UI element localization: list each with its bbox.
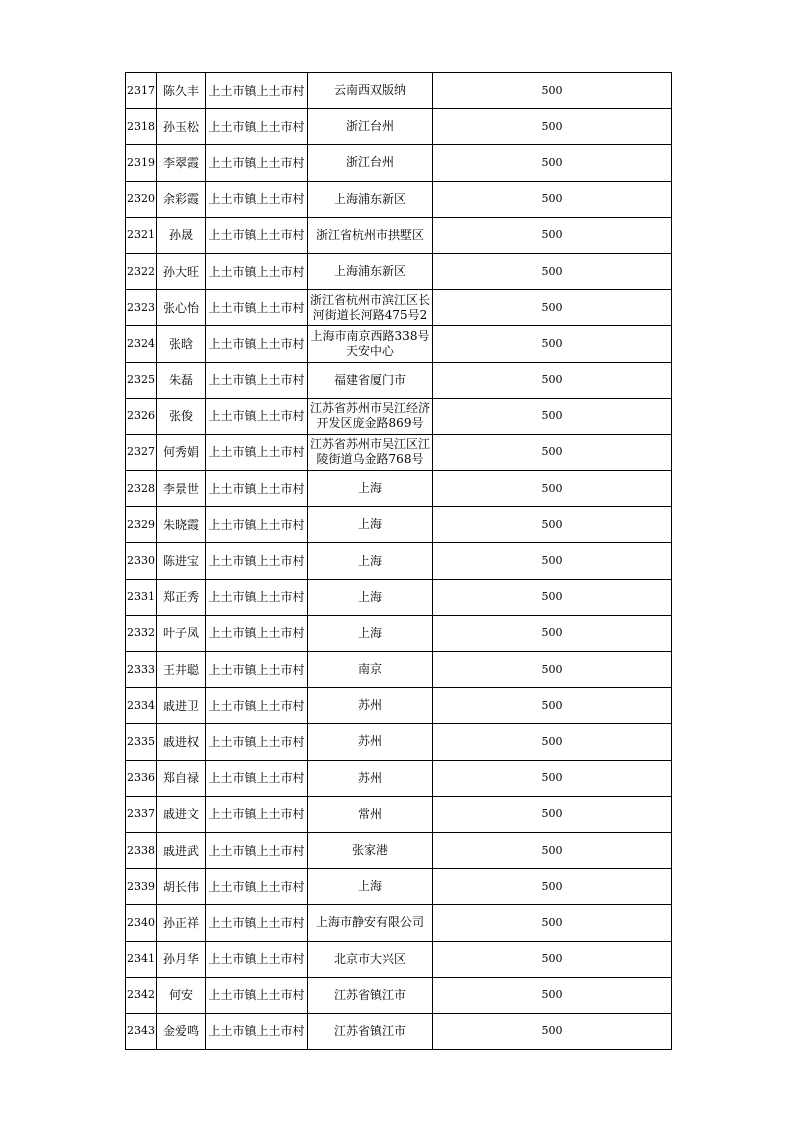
work-address-text: 浙江省杭州市拱墅区 — [315, 227, 424, 242]
subsidy-amount: 500 — [433, 832, 672, 868]
table-row — [126, 796, 672, 832]
village-name: 上土市镇上土市村 — [206, 290, 308, 326]
work-address-text: 江苏省苏州市吴江经济开发区庞金路869号 — [309, 401, 430, 431]
row-number: 2339 — [126, 869, 157, 905]
work-address — [308, 832, 433, 868]
table-row — [126, 434, 672, 470]
person-name: 何秀娟 — [157, 434, 206, 470]
work-address-text: 上海市南京西路338号天安中心 — [310, 328, 430, 358]
work-address — [308, 688, 433, 724]
table-row — [126, 1013, 672, 1049]
row-number: 2322 — [126, 253, 157, 289]
work-address-text: 苏州 — [357, 698, 382, 713]
work-address — [308, 326, 433, 362]
village-name: 上土市镇上土市村 — [206, 615, 308, 651]
village-name: 上土市镇上土市村 — [206, 217, 308, 253]
row-number: 2317 — [126, 73, 157, 109]
village-name: 上土市镇上土市村 — [206, 796, 308, 832]
work-address-text: 上海浦东新区 — [333, 264, 406, 279]
work-address-text: 上海 — [357, 517, 382, 532]
subsidy-amount: 500 — [433, 434, 672, 470]
row-number: 2334 — [126, 688, 157, 724]
subsidy-amount: 500 — [433, 109, 672, 145]
row-number: 2319 — [126, 145, 157, 181]
table-row — [126, 869, 672, 905]
person-name: 陈久丰 — [157, 73, 206, 109]
village-name: 上土市镇上土市村 — [206, 253, 308, 289]
village-name: 上土市镇上土市村 — [206, 724, 308, 760]
table-row — [126, 507, 672, 543]
row-number: 2336 — [126, 760, 157, 796]
work-address — [308, 434, 433, 470]
village-name: 上土市镇上土市村 — [206, 579, 308, 615]
table-row — [126, 217, 672, 253]
row-number: 2340 — [126, 905, 157, 941]
row-number: 2332 — [126, 615, 157, 651]
work-address — [308, 217, 433, 253]
row-number: 2331 — [126, 579, 157, 615]
table-row — [126, 181, 672, 217]
subsidy-amount: 500 — [433, 217, 672, 253]
village-name: 上土市镇上土市村 — [206, 543, 308, 579]
person-name: 孙玉松 — [157, 109, 206, 145]
village-name: 上土市镇上土市村 — [206, 362, 308, 398]
subsidy-amount: 500 — [433, 724, 672, 760]
person-name: 孙正祥 — [157, 905, 206, 941]
roster-body — [126, 73, 672, 1050]
work-address-text: 浙江台州 — [345, 155, 394, 170]
table-row — [126, 760, 672, 796]
table-row — [126, 977, 672, 1013]
work-address — [308, 579, 433, 615]
person-name: 李景世 — [157, 471, 206, 507]
subsidy-amount: 500 — [433, 579, 672, 615]
work-address — [308, 109, 433, 145]
row-number: 2342 — [126, 977, 157, 1013]
table-row — [126, 398, 672, 434]
table-row — [126, 73, 672, 109]
work-address — [308, 181, 433, 217]
row-number: 2333 — [126, 652, 157, 688]
table-row — [126, 145, 672, 181]
work-address-text: 上海浦东新区 — [333, 191, 406, 206]
work-address — [308, 760, 433, 796]
subsidy-amount: 500 — [433, 181, 672, 217]
work-address-text: 苏州 — [357, 770, 382, 785]
work-address-text: 常州 — [357, 806, 382, 821]
subsidy-amount: 500 — [433, 398, 672, 434]
village-name: 上土市镇上土市村 — [206, 977, 308, 1013]
subsidy-amount: 500 — [433, 471, 672, 507]
person-name: 孙月华 — [157, 941, 206, 977]
work-address-text: 云南西双版纳 — [333, 83, 406, 98]
village-name: 上土市镇上土市村 — [206, 832, 308, 868]
work-address — [308, 362, 433, 398]
row-number: 2330 — [126, 543, 157, 579]
table-row — [126, 326, 672, 362]
row-number: 2338 — [126, 832, 157, 868]
person-name: 郑自禄 — [157, 760, 206, 796]
subsidy-amount: 500 — [433, 688, 672, 724]
table-row — [126, 652, 672, 688]
work-address-text: 江苏省镇江市 — [333, 1023, 406, 1038]
table-row — [126, 905, 672, 941]
work-address-text: 浙江省杭州市滨江区长河街道长河路475号2 — [309, 292, 430, 322]
row-number: 2318 — [126, 109, 157, 145]
person-name: 张俊 — [157, 398, 206, 434]
person-name: 郑正秀 — [157, 579, 206, 615]
village-name: 上土市镇上土市村 — [206, 471, 308, 507]
work-address — [308, 253, 433, 289]
subsidy-amount: 500 — [433, 1013, 672, 1049]
work-address — [308, 652, 433, 688]
work-address — [308, 905, 433, 941]
table-row — [126, 253, 672, 289]
subsidy-amount: 500 — [433, 543, 672, 579]
table-row — [126, 941, 672, 977]
row-number: 2326 — [126, 398, 157, 434]
person-name: 戚进武 — [157, 832, 206, 868]
row-number: 2321 — [126, 217, 157, 253]
person-name: 金爱鸣 — [157, 1013, 206, 1049]
work-address — [308, 73, 433, 109]
village-name: 上土市镇上土市村 — [206, 905, 308, 941]
table-row — [126, 362, 672, 398]
person-name: 朱磊 — [157, 362, 206, 398]
person-name: 王井聪 — [157, 652, 206, 688]
subsidy-amount: 500 — [433, 73, 672, 109]
table-row — [126, 543, 672, 579]
table-row — [126, 290, 672, 326]
work-address — [308, 941, 433, 977]
work-address — [308, 1013, 433, 1049]
work-address-text: 张家港 — [351, 843, 388, 858]
work-address-text: 上海 — [357, 625, 382, 640]
work-address — [308, 290, 433, 326]
person-name: 孙晟 — [157, 217, 206, 253]
person-name: 戚进权 — [157, 724, 206, 760]
work-address — [308, 977, 433, 1013]
table-row — [126, 471, 672, 507]
work-address-text: 江苏省苏州市吴江区江陵街道乌金路768号 — [309, 437, 430, 467]
person-name: 胡长伟 — [157, 869, 206, 905]
row-number: 2328 — [126, 471, 157, 507]
village-name: 上土市镇上土市村 — [206, 434, 308, 470]
person-name: 张晗 — [157, 326, 206, 362]
village-name: 上土市镇上土市村 — [206, 760, 308, 796]
work-address-text: 上海 — [357, 481, 382, 496]
row-number: 2320 — [126, 181, 157, 217]
subsidy-amount: 500 — [433, 652, 672, 688]
row-number: 2343 — [126, 1013, 157, 1049]
row-number: 2335 — [126, 724, 157, 760]
subsidy-amount: 500 — [433, 290, 672, 326]
village-name: 上土市镇上土市村 — [206, 398, 308, 434]
subsidy-amount: 500 — [433, 869, 672, 905]
work-address-text: 北京市大兴区 — [333, 951, 406, 966]
person-name: 李翠霞 — [157, 145, 206, 181]
work-address-text: 上海 — [357, 589, 382, 604]
village-name: 上土市镇上土市村 — [206, 73, 308, 109]
row-number: 2324 — [126, 326, 157, 362]
table-row — [126, 109, 672, 145]
subsidy-amount: 500 — [433, 615, 672, 651]
person-name: 戚进卫 — [157, 688, 206, 724]
subsidy-amount: 500 — [433, 326, 672, 362]
row-number: 2323 — [126, 290, 157, 326]
person-name: 张心怡 — [157, 290, 206, 326]
village-name: 上土市镇上土市村 — [206, 181, 308, 217]
person-name: 余彩霞 — [157, 181, 206, 217]
person-name: 孙大旺 — [157, 253, 206, 289]
subsidy-amount: 500 — [433, 760, 672, 796]
work-address — [308, 796, 433, 832]
person-name: 何安 — [157, 977, 206, 1013]
table-row — [126, 615, 672, 651]
work-address — [308, 869, 433, 905]
work-address-text: 上海 — [357, 879, 382, 894]
subsidy-amount: 500 — [433, 941, 672, 977]
work-address-text: 福建省厦门市 — [333, 372, 406, 387]
row-number: 2325 — [126, 362, 157, 398]
work-address-text: 江苏省镇江市 — [333, 987, 406, 1002]
village-name: 上土市镇上土市村 — [206, 326, 308, 362]
table-row — [126, 579, 672, 615]
village-name: 上土市镇上土市村 — [206, 507, 308, 543]
subsidy-amount: 500 — [433, 905, 672, 941]
work-address — [308, 507, 433, 543]
village-name: 上土市镇上土市村 — [206, 688, 308, 724]
row-number: 2337 — [126, 796, 157, 832]
village-name: 上土市镇上土市村 — [206, 145, 308, 181]
person-name: 朱晓霞 — [157, 507, 206, 543]
village-name: 上土市镇上土市村 — [206, 941, 308, 977]
subsidy-amount: 500 — [433, 977, 672, 1013]
village-name: 上土市镇上土市村 — [206, 109, 308, 145]
person-name: 叶子凤 — [157, 615, 206, 651]
village-name: 上土市镇上土市村 — [206, 869, 308, 905]
table-row — [126, 832, 672, 868]
work-address — [308, 615, 433, 651]
village-name: 上土市镇上土市村 — [206, 1013, 308, 1049]
person-name: 戚进文 — [157, 796, 206, 832]
work-address — [308, 471, 433, 507]
work-address-text: 上海市静安有限公司 — [315, 915, 424, 930]
table-row — [126, 724, 672, 760]
work-address-text: 浙江台州 — [345, 119, 394, 134]
work-address — [308, 724, 433, 760]
subsidy-amount: 500 — [433, 145, 672, 181]
subsidy-amount: 500 — [433, 796, 672, 832]
roster-table — [125, 72, 672, 1050]
subsidy-amount: 500 — [433, 253, 672, 289]
work-address-text: 苏州 — [357, 734, 382, 749]
row-number: 2329 — [126, 507, 157, 543]
person-name: 陈进宝 — [157, 543, 206, 579]
work-address-text: 上海 — [357, 553, 382, 568]
row-number: 2341 — [126, 941, 157, 977]
row-number: 2327 — [126, 434, 157, 470]
subsidy-amount: 500 — [433, 507, 672, 543]
work-address — [308, 145, 433, 181]
work-address — [308, 398, 433, 434]
work-address-text: 南京 — [357, 662, 382, 677]
village-name: 上土市镇上土市村 — [206, 652, 308, 688]
work-address — [308, 543, 433, 579]
subsidy-amount: 500 — [433, 362, 672, 398]
table-row — [126, 688, 672, 724]
